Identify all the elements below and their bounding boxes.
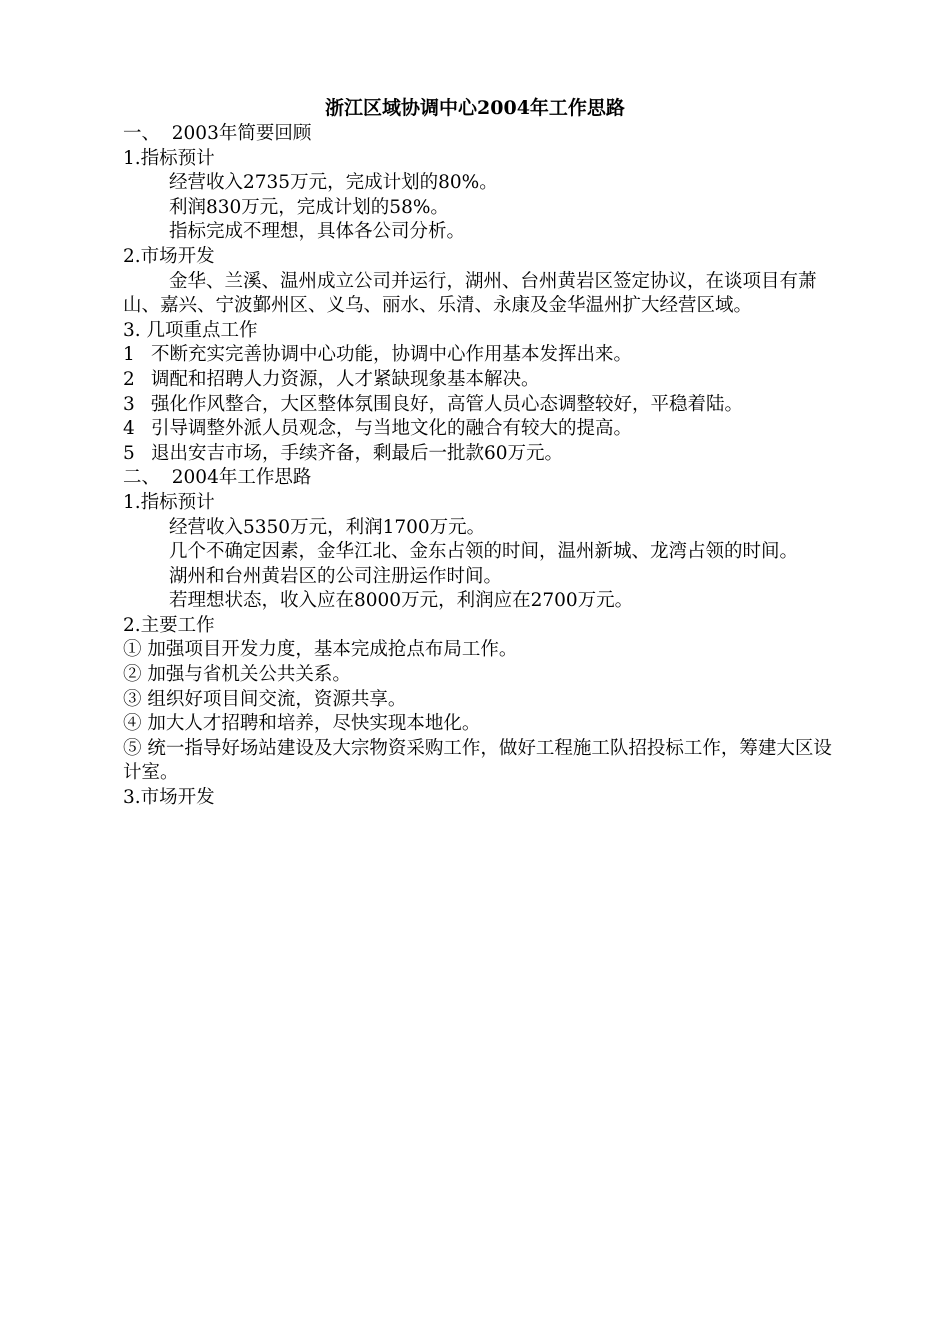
list-number: 5 — [123, 442, 135, 464]
subsection-heading: 2.主要工作 — [123, 614, 215, 636]
list-text: 强化作风整合，大区整体氛围良好，高管人员心态调整较好，平稳着陆。 — [151, 393, 744, 415]
list-item: ⑤ 统一指导好场站建设及大宗物资采购工作，做好工程施工队招投标工作，筹建大区设计室。 — [123, 737, 832, 784]
list-item — [123, 442, 833, 467]
list-number: 2 — [123, 368, 135, 390]
list-text: 退出安吉市场，手续齐备，剩最后一批款60万元。 — [151, 442, 564, 464]
list-item: ③ 组织好项目间交流，资源共享。 — [123, 688, 407, 710]
text-line: 经营收入2735万元，完成计划的80%。 — [169, 172, 498, 194]
document-body — [123, 122, 833, 811]
list-item — [123, 368, 833, 393]
text-line: 若理想状态，收入应在8000万元，利润应在2700万元。 — [169, 590, 634, 612]
subsection-heading: 1.指标预计 — [123, 491, 215, 513]
list-number: 4 — [123, 418, 135, 440]
list-item — [123, 343, 833, 368]
section-heading: 一、 2003年简要回顾 — [123, 123, 312, 144]
text-line: 利润830万元，完成计划的58%。 — [169, 196, 449, 218]
subsection-heading: 1.指标预计 — [123, 147, 215, 169]
list-item: ② 加强与省机关公共关系。 — [123, 664, 351, 686]
subsection-heading: 3.市场开发 — [123, 787, 215, 809]
section-heading: 二、 2004年工作思路 — [123, 467, 312, 489]
text-line: 湖州和台州黄岩区的公司注册运作时间。 — [169, 565, 503, 587]
list-text: 调配和招聘人力资源，人才紧缺现象基本解决。 — [151, 368, 540, 390]
text-line: 指标完成不理想，具体各公司分析。 — [169, 221, 466, 243]
list-number: 1 — [123, 344, 135, 366]
list-item: ④ 加大人才招聘和培养，尽快实现本地化。 — [123, 713, 481, 735]
list-number: 3 — [123, 393, 135, 415]
subsection-heading: 3. 几项重点工作 — [123, 319, 258, 341]
list-item: ① 加强项目开发力度，基本完成抢点布局工作。 — [123, 639, 518, 661]
subsection-heading: 2.市场开发 — [123, 245, 215, 267]
list-item — [123, 393, 833, 418]
paragraph: 金华、兰溪、温州成立公司并运行，湖州、台州黄岩区签定协议，在谈项目有萧山、嘉兴、宁波鄞州区、义乌、丽水、乐清、永康及金华温州扩大经营区域。 — [123, 270, 817, 317]
list-text: 不断充实完善协调中心功能，协调中心作用基本发挥出来。 — [151, 344, 633, 366]
document-title: 浙江区域协调中心2004年工作思路 — [325, 97, 625, 119]
paragraph: 几个不确定因素，金华江北、金东占领的时间，温州新城、龙湾占领的时间。 — [169, 541, 799, 563]
list-item — [123, 417, 833, 442]
list-text: 引导调整外派人员观念，与当地文化的融合有较大的提高。 — [151, 418, 633, 440]
text-line: 经营收入5350万元，利润1700万元。 — [169, 516, 486, 538]
